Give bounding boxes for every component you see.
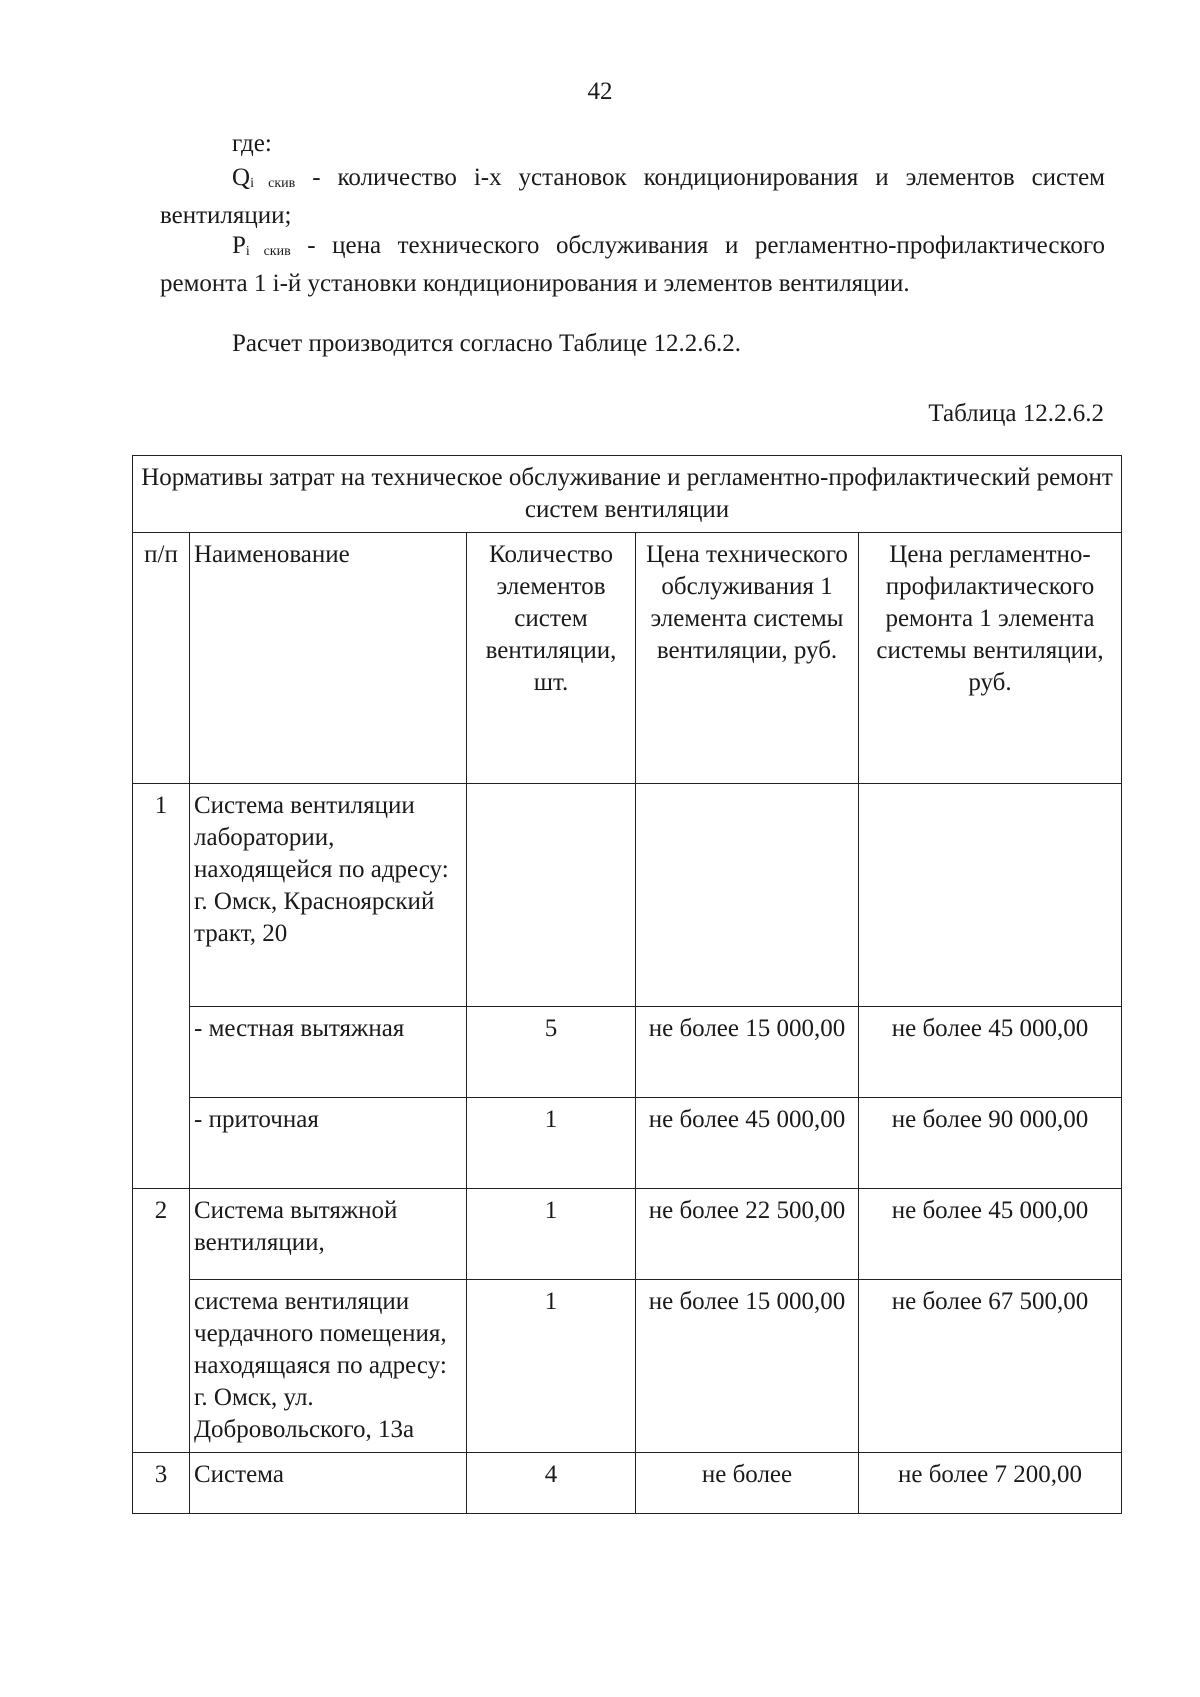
- row-name: Система вытяжной вентиляции,: [190, 1189, 467, 1280]
- header-qty: Количество элементов систем вентиляции, шт.: [467, 533, 636, 784]
- row-tech-price: не более 15 000,00: [636, 1007, 859, 1098]
- table-row: [133, 784, 1122, 1007]
- table-row: [133, 1453, 1122, 1514]
- q-text: - количество i-х установок кондиционирования и элементов систем вентиляции;: [160, 164, 1105, 229]
- p-definition: [160, 230, 1105, 300]
- norms-table: [132, 455, 1122, 1514]
- row-tech-price: не более 45 000,00: [636, 1098, 859, 1189]
- calc-reference: Расчет производится согласно Таблице 12.2.6.2.: [232, 330, 741, 357]
- header-repair-price: Цена регламентно-профилактического ремонта 1 элемента системы вентиляции, руб.: [859, 533, 1122, 784]
- row-name: Система вентиляции лаборатории, находящейся по адресу: г. Омск, Красноярский тракт, 20: [190, 784, 467, 1007]
- table-header-row: [133, 533, 1122, 784]
- header-tech-price: Цена технического обслуживания 1 элемента системы вентиляции, руб.: [636, 533, 859, 784]
- p-subscript: i скив: [245, 244, 291, 259]
- row-name: система вентиляции чердачного помещения, находящаяся по адресу: г. Омск, ул. Добровольского, 13а: [190, 1280, 467, 1453]
- q-symbol: Q: [232, 164, 251, 191]
- row-qty: [467, 784, 636, 1007]
- row-num: 1: [133, 784, 190, 1007]
- row-repair-price: не более 7 200,00: [859, 1453, 1122, 1514]
- row-repair-price: [859, 784, 1122, 1007]
- row-num: [133, 1280, 190, 1453]
- row-name: - приточная: [190, 1098, 467, 1189]
- header-name: Наименование: [190, 533, 467, 784]
- row-qty: 1: [467, 1098, 636, 1189]
- row-tech-price: [636, 784, 859, 1007]
- row-name: - местная вытяжная: [190, 1007, 467, 1098]
- table-row: [133, 1280, 1122, 1453]
- p-symbol: P: [232, 232, 246, 259]
- row-num: [133, 1007, 190, 1098]
- table-caption: Таблица 12.2.6.2: [928, 400, 1104, 427]
- row-num: [133, 1098, 190, 1189]
- row-repair-price: не более 90 000,00: [859, 1098, 1122, 1189]
- row-name: Система: [190, 1453, 467, 1514]
- row-num: 2: [133, 1189, 190, 1280]
- row-qty: 1: [467, 1280, 636, 1453]
- row-tech-price: не более 22 500,00: [636, 1189, 859, 1280]
- row-repair-price: не более 67 500,00: [859, 1280, 1122, 1453]
- row-repair-price: не более 45 000,00: [859, 1007, 1122, 1098]
- row-tech-price: не более 15 000,00: [636, 1280, 859, 1453]
- q-definition: [160, 162, 1105, 232]
- table-row: [133, 1098, 1122, 1189]
- page-number: 42: [587, 78, 613, 105]
- row-qty: 4: [467, 1453, 636, 1514]
- table-row: [133, 1189, 1122, 1280]
- row-qty: 5: [467, 1007, 636, 1098]
- q-subscript: i скив: [250, 176, 296, 191]
- row-tech-price: не более: [636, 1453, 859, 1514]
- table-row: [133, 1007, 1122, 1098]
- table-title: Нормативы затрат на техническое обслуживание и регламентно-профилактический ремонт систем вентиляции: [133, 456, 1122, 533]
- row-repair-price: не более 45 000,00: [859, 1189, 1122, 1280]
- p-text: - цена технического обслуживания и регламентно-профилактического ремонта 1 i-й установки кондиционирования и элементов вентиляции.: [160, 232, 1105, 297]
- table-title-row: [133, 456, 1122, 533]
- where-label: где:: [232, 130, 272, 157]
- header-num: п/п: [133, 533, 190, 784]
- row-qty: 1: [467, 1189, 636, 1280]
- row-num: 3: [133, 1453, 190, 1514]
